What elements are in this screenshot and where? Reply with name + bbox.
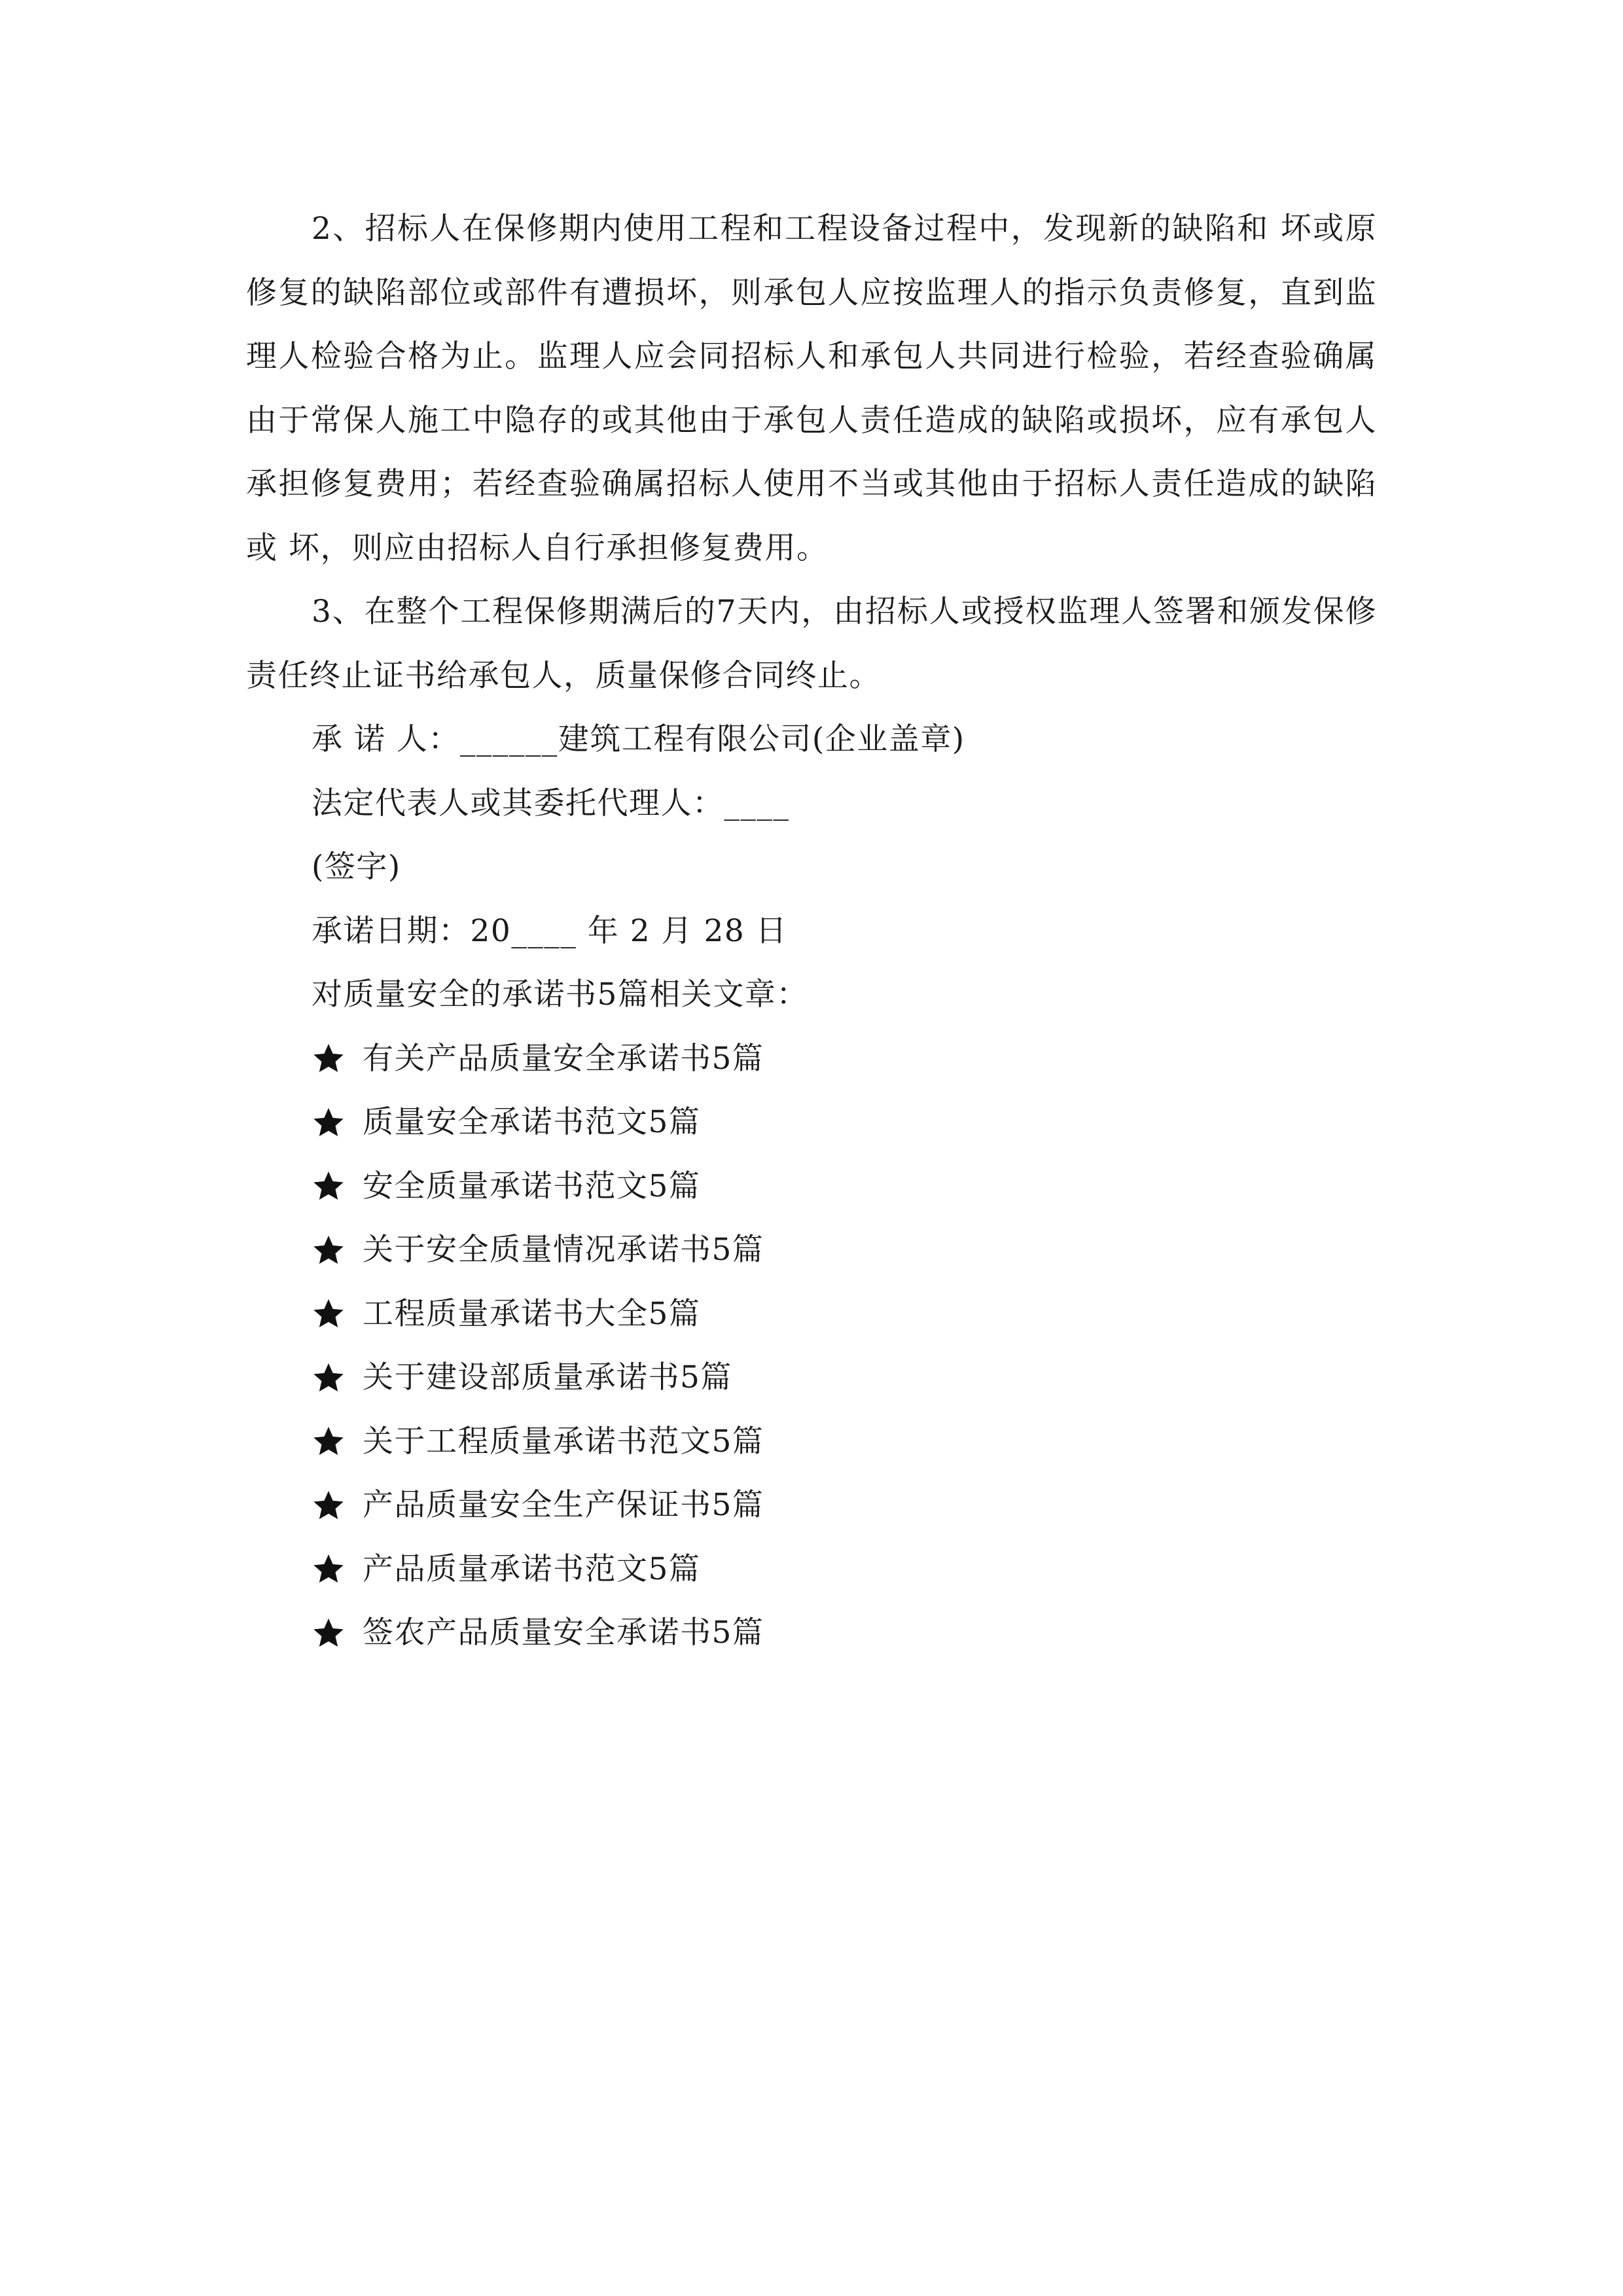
star-icon (312, 1105, 346, 1139)
related-article-link[interactable] (246, 1473, 1377, 1537)
related-article-title: 签农产品质量安全承诺书5篇 (363, 1615, 764, 1651)
related-article-title: 工程质量承诺书大全5篇 (363, 1295, 701, 1332)
paragraph-warranty-termination: 3、在整个工程保修期满后的7天内，由招标人或授权监理人签署和颁发保修责任终止证书给承包人，质量保修合同终止。 (246, 594, 1377, 694)
paragraph-warranty-repair: 2、招标人在保修期内使用工程和工程设备过程中，发现新的缺陷和 坏或原修复的缺陷部位或部件有遭损坏，则承包人应按监理人的指示负责修复，直到监理人检验合格为止。监理人应会同招标人和承包人共同进行检验，若经查验确属由于常保人施工中隐存的或其他由于承包人责任造成的缺陷或损坏，应有承包人承担修复费用；若经查验确属招标人使用不当或其他由于招标人责任造成的缺陷或 坏，则应由招标人自行承担修复费用。 (246, 211, 1377, 566)
star-icon (312, 1297, 346, 1331)
signature-note: (签字) (312, 849, 401, 885)
related-article-link[interactable] (246, 1601, 1377, 1665)
date-blank: ____ (511, 912, 577, 949)
legal-rep-label: 法定代表人或其委托代理人： (312, 785, 724, 821)
date-prefix: 20 (470, 912, 512, 949)
star-icon (312, 1616, 346, 1650)
promisor-line (246, 708, 1377, 772)
related-article-link[interactable] (246, 1282, 1377, 1346)
related-article-title: 产品质量承诺书范文5篇 (363, 1551, 701, 1587)
star-icon (312, 1552, 346, 1586)
promisor-company: 建筑工程有限公司(企业盖章) (558, 721, 965, 757)
related-article-title: 有关产品质量安全承诺书5篇 (363, 1040, 764, 1077)
related-article-title: 产品质量安全生产保证书5篇 (363, 1487, 764, 1523)
related-article-title: 关于工程质量承诺书范文5篇 (363, 1423, 764, 1460)
star-icon (312, 1361, 346, 1395)
related-article-link[interactable] (246, 1537, 1377, 1602)
related-article-title: 关于建设部质量承诺书5篇 (363, 1359, 732, 1395)
related-article-link[interactable] (246, 1410, 1377, 1474)
promisor-blank: ______ (459, 721, 558, 757)
related-articles-heading: 对质量安全的承诺书5篇相关文章： (312, 977, 808, 1013)
star-icon (312, 1041, 346, 1075)
date-suffix: 年 2 月 28 日 (577, 912, 788, 949)
star-icon (312, 1233, 346, 1267)
related-article-link[interactable] (246, 1155, 1377, 1219)
promisor-label: 承 诺 人： (312, 721, 460, 757)
related-article-title: 安全质量承诺书范文5篇 (363, 1168, 701, 1204)
legal-representative-line (246, 772, 1377, 836)
related-article-title: 关于安全质量情况承诺书5篇 (363, 1232, 764, 1268)
related-article-link[interactable] (246, 1027, 1377, 1091)
document-body (246, 197, 1377, 1665)
star-icon (312, 1424, 346, 1458)
promise-date-line (246, 899, 1377, 963)
related-article-link[interactable] (246, 1090, 1377, 1155)
date-label: 承诺日期： (312, 912, 471, 949)
star-icon (312, 1488, 346, 1522)
legal-rep-blank: ____ (724, 785, 790, 821)
related-article-link[interactable] (246, 1218, 1377, 1282)
star-icon (312, 1169, 346, 1203)
related-article-title: 质量安全承诺书范文5篇 (363, 1104, 701, 1140)
related-articles-list (246, 1027, 1377, 1665)
related-article-link[interactable] (246, 1346, 1377, 1410)
